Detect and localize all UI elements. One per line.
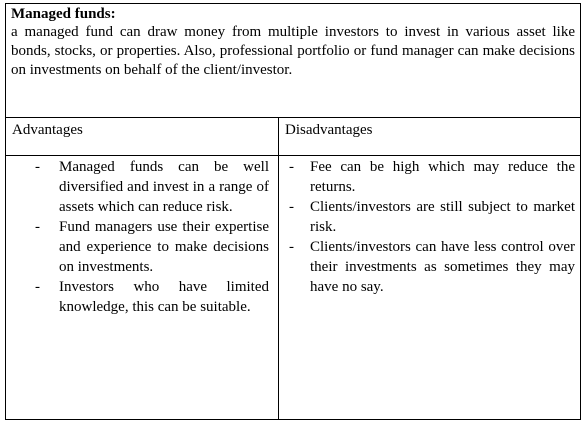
bullet-dash: - <box>289 239 294 255</box>
list-item <box>6 157 269 217</box>
disadvantages-list <box>279 157 575 297</box>
disadvantages-header: Disadvantages <box>285 122 373 138</box>
intro-text: a managed fund can draw money from multiple investors to invest in various asset like bonds, stocks, or properties. Also, professional portfolio or fund manager can make decisions on investments on behalf of the client/investor. <box>11 24 575 78</box>
advantage-text: Investors who have limited knowledge, this can be suitable. <box>59 279 269 315</box>
bullet-dash: - <box>35 279 40 295</box>
disadvantage-text: Clients/investors can have less control over their investments as sometimes they may have no say. <box>310 239 575 295</box>
list-item <box>6 217 269 277</box>
advantages-list <box>6 157 269 317</box>
disadvantage-text: Fee can be high which may reduce the returns. <box>310 159 575 195</box>
advantage-text: Fund managers use their expertise and experience to make decisions on investments. <box>59 219 269 275</box>
list-item <box>279 237 575 297</box>
advantages-list-cell <box>6 156 278 317</box>
bullet-dash: - <box>289 199 294 215</box>
bullet-dash: - <box>35 219 40 235</box>
bullet-dash: - <box>35 159 40 175</box>
advantages-header: Advantages <box>12 122 83 138</box>
list-item <box>6 277 269 317</box>
disadvantage-text: Clients/investors are still subject to market risk. <box>310 199 575 235</box>
intro-cell <box>6 4 580 118</box>
advantage-text: Managed funds can be well diversified and invest in a range of assets which can reduce risk. <box>59 159 269 215</box>
managed-funds-table <box>5 3 581 420</box>
list-item <box>279 157 575 197</box>
bullet-dash: - <box>289 159 294 175</box>
disadvantages-list-cell <box>279 156 580 297</box>
section-title: Managed funds: <box>11 6 116 22</box>
list-item <box>279 197 575 237</box>
